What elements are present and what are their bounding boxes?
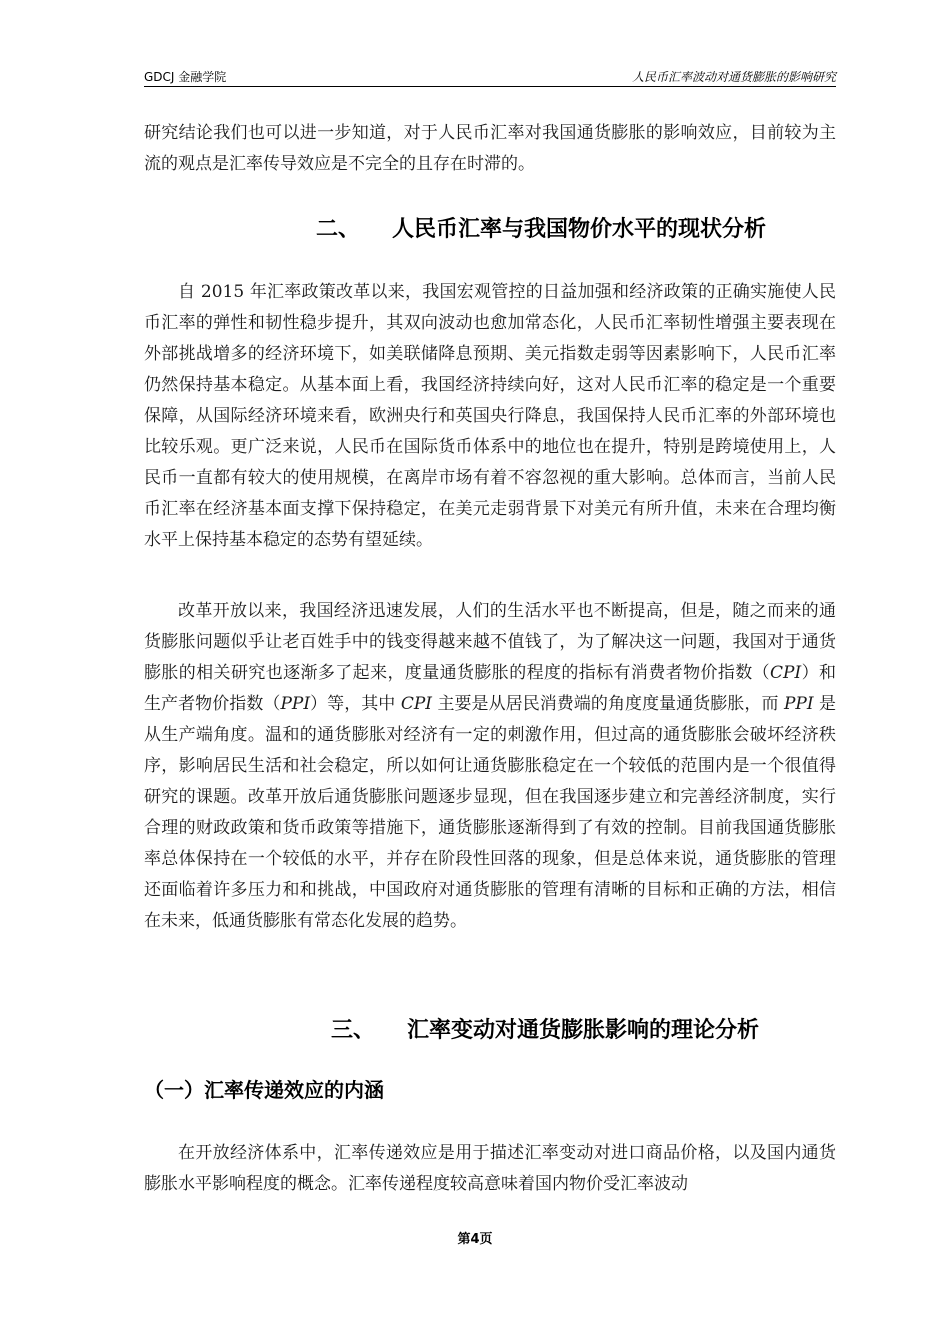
page-header [144, 68, 836, 87]
p2-text-b: ）和生产者物价指数（ [144, 663, 836, 714]
section3-number: 三、 [331, 1018, 376, 1043]
section2-number: 二、 [316, 217, 361, 242]
p2-text-a: 改革开放以来，我国经济迅速发展，人们的生活水平也不断提高，但是，随之而来的通货膨胀问题似乎让老百姓手中的钱变得越来越不值钱了，为了解决这一问题，我国对于通货膨胀的相关研究也逐渐多了起来，度量通货膨胀的程度的指标有消费者物价指数（ [144, 601, 836, 683]
ppi-term: PPI [280, 694, 311, 714]
p2-text-c: ）等，其中 [310, 694, 401, 714]
ppi-term: PPI [783, 694, 814, 714]
section3-title: 汇率变动对通货膨胀影响的理论分析 [407, 1018, 760, 1043]
section2-title: 人民币汇率与我国物价水平的现状分析 [392, 217, 767, 242]
section2-heading [316, 212, 766, 243]
page-number: 第4页 [457, 1232, 493, 1247]
section2-paragraph-1: 自 2015 年汇率政策改革以来，我国宏观管控的日益加强和经济政策的正确实施使人民币汇率的弹性和韧性稳步提升，其双向波动也愈加常态化，人民币汇率韧性增强主要表现在外部挑战增多的经济环境下，如美联储降息预期、美元指数走弱等因素影响下，人民币汇率仍然保持基本稳定。从基本面上看，我国经济持续向好，这对人民币汇率的稳定是一个重要保障，从国际经济环境来看，欧洲央行和英国央行降息，我国保持人民币汇率的外部环境也比较乐观。更广泛来说，人民币在国际货币体系中的地位也在提升，特别是跨境使用上，人民币一直都有较大的使用规模，在离岸市场有着不容忽视的重大影响。总体而言，当前人民币汇率在经济基本面支撑下保持稳定，在美元走弱背景下对美元有所升值，未来在合理均衡水平上保持基本稳定的态势有望延续。 [144, 282, 836, 550]
section2-paragraph-2 [144, 596, 836, 937]
intro-paragraph: 研究结论我们也可以进一步知道，对于人民币汇率对我国通货膨胀的影响效应，目前较为主流的观点是汇率传导效应是不完全的且存在时滞的。 [144, 123, 836, 174]
header-thesis-title: 人民币汇率波动对通货膨胀的影响研究 [631, 70, 836, 84]
cpi-term: CPI [770, 663, 802, 683]
section3-heading [331, 1013, 759, 1044]
header-institution: GDCJ 金融学院 [144, 70, 227, 84]
p2-text-e: 是从生产端角度。温和的通货膨胀对经济有一定的刺激作用，但过高的通货膨胀会破坏经济秩序，影响居民生活和社会稳定，所以如何让通货膨胀稳定在一个较低的范围内是一个很值得研究的课题。改革开放后通货膨胀问题逐步显现，但在我国逐步建立和完善经济制度，实行合理的财政政策和货币政策等措施下，通货膨胀逐渐得到了有效的控制。目前我国通货膨胀率总体保持在一个较低的水平，并存在阶段性回落的现象，但是总体来说，通货膨胀的管理还面临着许多压力和和挑战，中国政府对通货膨胀的管理有清晰的目标和正确的方法，相信在未来，低通货膨胀有常态化发展的趋势。 [144, 694, 837, 931]
cpi-term: CPI [400, 694, 432, 714]
p2-text-d: 主要是从居民消费端的角度度量通货膨胀，而 [431, 694, 784, 714]
section3-paragraph-1: 在开放经济体系中，汇率传递效应是用于描述汇率变动对进口商品价格，以及国内通货膨胀水平影响程度的概念。汇率传递程度较高意味着国内物价受汇率波动 [144, 1143, 836, 1194]
subsection-heading: （一）汇率传递效应的内涵 [144, 1078, 384, 1102]
